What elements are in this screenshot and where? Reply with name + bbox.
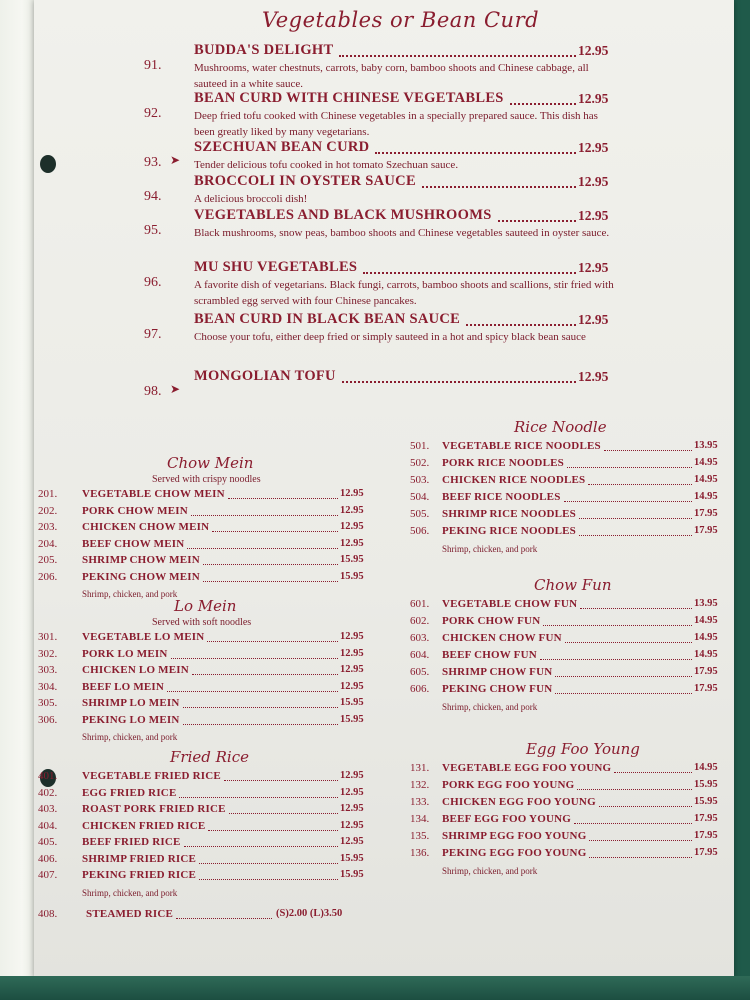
menu-item [34, 362, 734, 412]
item-number: 402. [38, 786, 58, 799]
item-number: 405. [38, 836, 58, 848]
item-number: 98. [144, 384, 162, 399]
item-price: 12.95 [578, 140, 609, 155]
menu-item [410, 666, 724, 682]
item-number: 502. [410, 457, 430, 469]
menu-item [410, 632, 724, 648]
egg-foo-young-note: Shrimp, chicken, and pork [442, 866, 538, 876]
leader-dots [422, 186, 576, 188]
menu-item [38, 571, 370, 587]
item-number: 403. [38, 803, 58, 815]
menu-item [34, 84, 734, 138]
item-name: BEEF EGG FOO YOUNG [442, 813, 571, 825]
menu-item [410, 474, 724, 490]
item-name: EGG FRIED RICE [82, 786, 177, 799]
menu-item [38, 697, 370, 713]
item-number: 305. [38, 697, 58, 709]
menu-item [410, 847, 724, 863]
lo-mein-subtitle: Served with soft noodles [152, 617, 252, 628]
menu-item [34, 305, 734, 355]
menu-item [38, 631, 370, 647]
menu-item [34, 36, 734, 90]
leader-dots [589, 840, 692, 841]
leader-dots [564, 501, 692, 502]
leader-dots [567, 467, 692, 468]
menu-item [410, 615, 724, 631]
item-price: 12.95 [340, 819, 364, 831]
item-price: 12.95 [578, 43, 609, 58]
menu-item [410, 762, 724, 778]
rice-noodle-note: Shrimp, chicken, and pork [442, 544, 538, 554]
leader-dots [199, 863, 338, 864]
item-number: 132. [410, 779, 430, 791]
item-description: Black mushrooms, snow peas, bamboo shoots and Chinese vegetables sauteed in oyster sauce. [194, 227, 610, 239]
item-price: 12.95 [578, 312, 609, 327]
fried-rice-title: Fried Rice [170, 748, 249, 766]
lo-mein-note: Shrimp, chicken, and pork [82, 732, 178, 742]
item-number: 304. [38, 680, 58, 693]
menu-item [410, 649, 724, 665]
item-number: 201. [38, 488, 58, 500]
item-price: 15.95 [340, 697, 364, 708]
leader-dots [199, 879, 338, 880]
item-name: SHRIMP EGG FOO YOUNG [442, 830, 587, 842]
item-number: 131. [410, 762, 430, 774]
item-number: 91. [144, 58, 162, 73]
item-name: PEKING EGG FOO YOUNG [442, 847, 587, 859]
menu-item [410, 491, 724, 507]
table-surface [0, 976, 750, 1000]
item-name: CHICKEN CHOW FUN [442, 632, 562, 644]
menu-item [38, 770, 370, 786]
item-price: 15.95 [340, 713, 364, 725]
item-name: PEKING LO MEIN [82, 713, 180, 726]
leader-dots [183, 707, 338, 708]
leader-dots [203, 564, 338, 565]
item-number: 604. [410, 649, 430, 661]
leader-dots [342, 381, 576, 383]
item-number: 605. [410, 666, 430, 678]
leader-dots [339, 55, 576, 57]
item-number: 94. [144, 189, 162, 204]
menu-item [38, 554, 370, 570]
item-name: SHRIMP FRIED RICE [82, 852, 197, 865]
leader-dots [543, 625, 692, 626]
item-name: MU SHU VEGETABLES [194, 259, 358, 275]
item-name: PEKING CHOW MEIN [82, 570, 200, 583]
item-number: 302. [38, 647, 58, 660]
item-price: 17.95 [694, 813, 718, 824]
item-number: 406. [38, 852, 58, 865]
menu-item [410, 525, 724, 541]
item-number: 303. [38, 664, 58, 676]
menu-item [38, 836, 370, 852]
chow-fun-note: Shrimp, chicken, and pork [442, 702, 538, 712]
item-number: 301. [38, 631, 58, 643]
item-name: CHICKEN FRIED RICE [82, 819, 206, 832]
item-name: ROAST PORK FRIED RICE [82, 803, 226, 815]
item-number: 135. [410, 830, 430, 842]
menu-item [410, 508, 724, 524]
item-name: VEGETABLE CHOW MEIN [82, 488, 225, 500]
item-price: 12.95 [340, 786, 364, 798]
item-name: PEKING RICE NOODLES [442, 525, 576, 537]
item-price: 14.95 [694, 649, 718, 660]
item-name: PEKING FRIED RICE [82, 869, 197, 881]
item-description: Mushrooms, water chestnuts, carrots, baby corn, bamboo shoots and Chinese cabbage, all sauteed in a white sauce. [194, 62, 589, 90]
leader-dots [579, 518, 692, 519]
item-price: 12.95 [340, 647, 364, 659]
item-price: 17.95 [694, 683, 718, 694]
leader-dots [580, 608, 692, 609]
menu-item [410, 813, 724, 829]
item-description: Deep fried tofu cooked with Chinese vegetables in a specially prepared sauce. This dish has been greatly liked by many vegetarians. [194, 110, 598, 138]
leader-dots [167, 691, 338, 692]
leader-dots [179, 797, 338, 798]
item-price: 12.95 [340, 521, 364, 532]
menu-item [38, 681, 370, 697]
item-number: 136. [410, 847, 430, 859]
leader-dots [540, 659, 692, 660]
item-name: MONGOLIAN TOFU [194, 368, 336, 384]
leader-dots [363, 272, 576, 274]
rice-noodle-title: Rice Noodle [514, 418, 607, 436]
item-number: 92. [144, 106, 162, 121]
menu-item [410, 440, 724, 456]
fried-rice-note: Shrimp, chicken, and pork [82, 887, 178, 898]
leader-dots [555, 693, 692, 694]
menu-item [38, 648, 370, 664]
leader-dots [589, 857, 692, 858]
vegetables-section-title: Vegetables or Bean Curd [262, 8, 540, 32]
item-name: BEEF LO MEIN [82, 680, 165, 693]
leader-dots [212, 531, 338, 532]
leader-dots [184, 846, 338, 847]
leader-dots [208, 830, 338, 831]
item-price: 13.95 [694, 598, 718, 609]
item-number: 408. [38, 907, 58, 920]
menu-page [34, 0, 734, 978]
item-price: 15.95 [340, 554, 364, 565]
item-number: 401. [38, 770, 58, 782]
chow-mein-title: Chow Mein [167, 454, 254, 472]
item-number: 93. [144, 155, 162, 170]
item-name: BEAN CURD IN BLACK BEAN SAUCE [194, 311, 461, 327]
leader-dots [183, 724, 338, 725]
item-name: STEAMED RICE [86, 907, 174, 920]
menu-item [38, 787, 370, 803]
chow-mein-subtitle: Served with crispy noodles [152, 474, 261, 485]
item-name: CHICKEN LO MEIN [82, 664, 189, 676]
leader-dots [192, 674, 338, 675]
item-price: 13.95 [694, 440, 718, 451]
item-price: 15.95 [340, 570, 364, 582]
item-name: BEEF RICE NOODLES [442, 491, 561, 503]
item-number: 501. [410, 440, 430, 452]
leader-dots [228, 498, 338, 499]
item-number: 606. [410, 683, 430, 695]
leader-dots [577, 789, 692, 790]
item-price: 14.95 [694, 457, 718, 468]
item-price: 14.95 [694, 474, 718, 485]
item-name: BUDDA'S DELIGHT [194, 42, 334, 58]
leader-dots [555, 676, 692, 677]
leader-dots [203, 581, 338, 582]
item-number: 133. [410, 796, 430, 808]
item-name: PORK CHOW MEIN [82, 504, 188, 517]
item-number: 206. [38, 570, 58, 583]
item-number: 506. [410, 525, 430, 537]
menu-item [38, 505, 370, 521]
leader-dots [579, 535, 692, 536]
item-price: 14.95 [694, 615, 718, 626]
menu-item [410, 457, 724, 473]
item-name: BROCCOLI IN OYSTER SAUCE [194, 173, 416, 189]
item-price: 12.95 [340, 803, 364, 814]
item-price: 17.95 [694, 666, 718, 677]
item-price: 15.95 [694, 779, 718, 790]
item-name: PORK EGG FOO YOUNG [442, 779, 575, 791]
menu-item [38, 488, 370, 504]
item-name: VEGETABLE LO MEIN [82, 631, 205, 643]
item-price: (S)2.00 (L)3.50 [276, 907, 343, 919]
item-price: 15.95 [340, 869, 364, 880]
item-name: VEGETABLES AND BLACK MUSHROOMS [194, 207, 492, 223]
menu-item [410, 779, 724, 795]
menu-item [38, 803, 370, 819]
item-price: 12.95 [578, 91, 609, 106]
item-name: SHRIMP LO MEIN [82, 697, 180, 709]
item-price: 12.95 [340, 537, 364, 549]
menu-item [38, 853, 370, 869]
leader-dots [565, 642, 692, 643]
leader-dots [588, 484, 692, 485]
item-number: 97. [144, 327, 162, 342]
menu-item [38, 538, 370, 554]
item-price: 12.95 [340, 488, 364, 499]
item-description: A favorite dish of vegetarians. Black fungi, carrots, bamboo shoots and scallions, stir fried with scrambled egg served with four Chinese pancakes. [194, 279, 614, 307]
item-name: BEEF CHOW FUN [442, 649, 537, 661]
item-number: 202. [38, 504, 58, 517]
item-price: 12.95 [578, 174, 609, 189]
item-price: 17.95 [694, 830, 718, 841]
item-number: 503. [410, 474, 430, 486]
item-number: 203. [38, 521, 58, 533]
item-price: 12.95 [340, 770, 364, 781]
item-name: SHRIMP CHOW FUN [442, 666, 553, 678]
item-number: 603. [410, 632, 430, 644]
lo-mein-title: Lo Mein [174, 597, 237, 615]
item-name: SZECHUAN BEAN CURD [194, 139, 370, 155]
item-number: 407. [38, 869, 58, 881]
item-number: 96. [144, 275, 162, 290]
item-price: 12.95 [578, 208, 609, 223]
item-description: A delicious broccoli dish! [194, 193, 308, 205]
leader-dots [498, 220, 576, 222]
menu-item [34, 253, 734, 307]
leader-dots [171, 658, 338, 659]
item-number: 205. [38, 554, 58, 566]
menu-item [38, 664, 370, 680]
spicy-icon: ➤ [170, 153, 181, 167]
menu-item [38, 820, 370, 836]
item-name: PORK LO MEIN [82, 647, 168, 660]
item-price: 17.95 [694, 847, 718, 858]
chow-mein-note: Shrimp, chicken, and pork [82, 589, 178, 599]
leader-dots [191, 515, 338, 516]
menu-item [410, 683, 724, 699]
item-name: SHRIMP CHOW MEIN [82, 554, 200, 566]
item-number: 95. [144, 223, 162, 238]
menu-item [410, 598, 724, 614]
item-name: VEGETABLE EGG FOO YOUNG [442, 762, 612, 774]
item-description: Choose your tofu, either deep fried or simply sauteed in a hot and spicy black bean sauce [194, 331, 586, 343]
spicy-icon: ➤ [170, 382, 181, 396]
item-price: 17.95 [694, 508, 718, 519]
egg-foo-young-title: Egg Foo Young [526, 740, 640, 758]
leader-dots [207, 641, 338, 642]
item-price: 12.95 [340, 664, 364, 675]
leader-dots [599, 806, 692, 807]
item-name: PORK CHOW FUN [442, 615, 541, 627]
item-number: 204. [38, 537, 58, 550]
item-name: CHICKEN EGG FOO YOUNG [442, 796, 596, 808]
leader-dots [176, 918, 272, 919]
item-number: 134. [410, 813, 430, 825]
leader-dots [510, 103, 576, 105]
item-price: 12.95 [340, 631, 364, 642]
leader-dots [224, 780, 338, 781]
item-price: 12.95 [340, 680, 364, 692]
item-price: 15.95 [694, 796, 718, 807]
chow-fun-title: Chow Fun [534, 576, 612, 594]
menu-item [34, 201, 734, 251]
item-number: 505. [410, 508, 430, 520]
item-description: Tender delicious tofu cooked in hot tomato Szechuan sauce. [194, 159, 459, 171]
item-number: 404. [38, 819, 58, 832]
menu-item [38, 521, 370, 537]
item-name: CHICKEN RICE NOODLES [442, 474, 586, 486]
menu-item [38, 908, 370, 924]
item-price: 12.95 [340, 504, 364, 516]
menu-item [38, 714, 370, 730]
item-price: 12.95 [578, 260, 609, 275]
item-name: PORK RICE NOODLES [442, 457, 564, 469]
menu-item [38, 869, 370, 885]
leader-dots [574, 823, 692, 824]
item-name: BEEF CHOW MEIN [82, 537, 185, 550]
leader-dots [614, 772, 692, 773]
item-price: 12.95 [578, 369, 609, 384]
menu-item [410, 830, 724, 846]
item-price: 14.95 [694, 632, 718, 643]
item-name: PEKING CHOW FUN [442, 683, 553, 695]
item-price: 14.95 [694, 762, 718, 773]
menu-item [410, 796, 724, 812]
item-name: BEAN CURD WITH CHINESE VEGETABLES [194, 90, 504, 106]
item-price: 17.95 [694, 525, 718, 536]
item-price: 12.95 [340, 836, 364, 847]
item-price: 14.95 [694, 491, 718, 502]
leader-dots [466, 324, 576, 326]
item-name: CHICKEN CHOW MEIN [82, 521, 210, 533]
leader-dots [375, 152, 576, 154]
item-name: BEEF FRIED RICE [82, 836, 181, 848]
leader-dots [187, 548, 338, 549]
item-name: VEGETABLE FRIED RICE [82, 770, 221, 782]
item-number: 306. [38, 713, 58, 726]
item-number: 602. [410, 615, 430, 627]
item-name: VEGETABLE CHOW FUN [442, 598, 578, 610]
item-price: 15.95 [340, 852, 364, 864]
leader-dots [604, 450, 692, 451]
item-number: 601. [410, 598, 430, 610]
item-name: VEGETABLE RICE NOODLES [442, 440, 601, 452]
leader-dots [229, 813, 338, 814]
item-name: SHRIMP RICE NOODLES [442, 508, 576, 520]
item-number: 504. [410, 491, 430, 503]
